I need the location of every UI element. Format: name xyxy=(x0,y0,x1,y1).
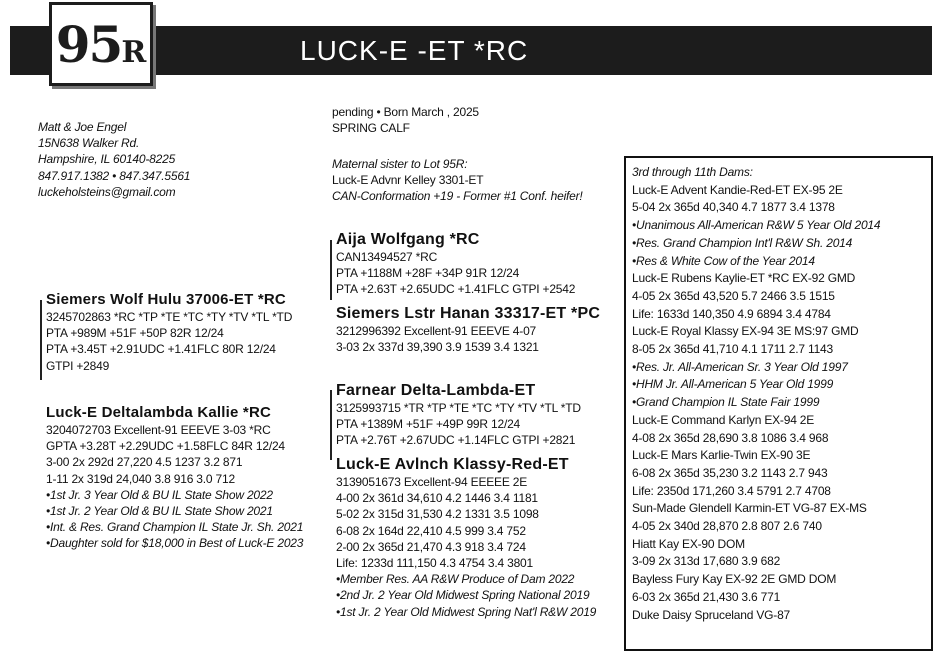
sire-line: PTA +989M +51F +50P 82R 12/24 xyxy=(46,326,224,341)
sire-bracket xyxy=(40,300,42,380)
sire-of-sire-name: Aija Wolfgang *RC xyxy=(336,231,480,248)
sire-of-dam-bracket xyxy=(330,390,332,460)
sire-of-sire-dam-name: Siemers Lstr Hanan 33317-ET *PC xyxy=(336,305,601,322)
dam-honor: •1st Jr. 2 Year Old & BU IL State Show 2021 xyxy=(46,504,273,519)
dam-honor: •1st Jr. 3 Year Old & BU IL State Show 2022 xyxy=(46,487,273,502)
sire-of-sire-bracket xyxy=(330,240,332,300)
dam-honor: •Daughter sold for $18,000 in Best of Luck-E 2023 xyxy=(46,536,304,551)
consignor-email: luckeholsteins@gmail.com xyxy=(38,184,176,199)
pedigree-line: Luck-E Command Karlyn EX-94 2E xyxy=(632,412,815,427)
granddam-honor: •1st Jr. 2 Year Old Midwest Spring Nat'l R&W 2019 xyxy=(336,604,597,619)
pedigree-box-content xyxy=(632,164,880,624)
pedigree-line: Life: 1633d 140,350 4.9 6894 3.4 4784 xyxy=(632,306,831,321)
pedigree-line: •Res. Grand Champion Int'l R&W Sh. 2014 xyxy=(632,235,853,250)
lot-number-digits: 95 xyxy=(55,15,122,74)
pedigree-line: •Unanimous All-American R&W 5 Year Old 2014 xyxy=(632,218,881,233)
pedigree-line: 3-09 2x 313d 17,680 3.9 682 xyxy=(632,554,781,569)
pedigree-line: 4-08 2x 365d 28,690 3.8 1086 3.4 968 xyxy=(632,430,829,445)
dam-line: 3204072703 Excellent-91 EEEVE 3-03 *RC xyxy=(46,423,271,437)
sire-of-sire-block xyxy=(336,231,575,298)
sire-of-sire-dam-line: 3212996392 Excellent-91 EEEVE 4-07 xyxy=(336,324,537,338)
sire-line: GTPI +2849 xyxy=(46,358,110,373)
sire-block xyxy=(46,291,292,374)
granddam-line: 3139051673 Excellent-94 EEEEE 2E xyxy=(336,475,528,489)
granddam-line: 5-02 2x 315d 31,530 4.2 1331 3.5 1098 xyxy=(336,507,539,522)
pedigree-line: 5-04 2x 365d 40,340 4.7 1877 3.4 1378 xyxy=(632,200,835,215)
maternal-sister-name: Luck-E Advnr Kelley 3301-ET xyxy=(332,173,484,188)
sire-line: PTA +3.45T +2.91UDC +1.41FLC 80R 12/24 xyxy=(46,342,276,357)
pedigree-line: 4-05 2x 340d 28,870 2.8 807 2.6 740 xyxy=(632,519,822,534)
pedigree-line: 4-05 2x 365d 43,520 5.7 2466 3.5 1515 xyxy=(632,288,835,303)
sire-of-dam-line: PTA +1389M +51F +49P 99R 12/24 xyxy=(336,417,521,432)
sire-of-sire-line: PTA +2.63T +2.65UDC +1.41FLC GTPI +2542 xyxy=(336,282,576,297)
pedigree-line: Luck-E Rubens Kaylie-ET *RC EX-92 GMD xyxy=(632,271,856,286)
pedigree-line: •Res & White Cow of the Year 2014 xyxy=(632,253,815,268)
sire-of-dam-line: PTA +2.76T +2.67UDC +1.14FLC GTPI +2821 xyxy=(336,433,576,448)
pedigree-line: Bayless Fury Kay EX-92 2E GMD DOM xyxy=(632,572,837,587)
dam-honor: •Int. & Res. Grand Champion IL State Jr. Sh. 2021 xyxy=(46,520,304,535)
granddam-line: 2-00 2x 365d 21,470 4.3 918 3.4 724 xyxy=(336,539,526,554)
pedigree-line: 8-05 2x 365d 41,710 4.1 1711 2.7 1143 xyxy=(632,342,834,357)
pedigree-line: Duke Daisy Spruceland VG-87 xyxy=(632,607,791,622)
sire-of-sire-dam-block xyxy=(336,305,600,355)
pedigree-line: Luck-E Royal Klassy EX-94 3E MS:97 GMD xyxy=(632,324,859,339)
lot-number-box xyxy=(49,2,153,86)
sire-of-dam-line: 3125993715 *TR *TP *TE *TC *TY *TV *TL *TD xyxy=(336,401,581,415)
pedigree-line: 6-08 2x 365d 35,230 3.2 1143 2.7 943 xyxy=(632,465,828,480)
maternal-sister-intro: Maternal sister to Lot 95R: xyxy=(332,157,468,171)
dam-line: 1-11 2x 319d 24,040 3.8 916 3.0 712 xyxy=(46,471,235,486)
pedigree-line: 6-03 2x 365d 21,430 3.6 771 xyxy=(632,589,781,604)
pedigree-line: •Grand Champion IL State Fair 1999 xyxy=(632,395,820,410)
lot-number-suffix: R xyxy=(121,35,147,70)
sire-of-dam-name: Farnear Delta-Lambda-ET xyxy=(336,382,536,399)
pedigree-line: Luck-E Advent Kandie-Red-ET EX-95 2E xyxy=(632,182,843,197)
pedigree-line: Luck-E Mars Karlie-Twin EX-90 3E xyxy=(632,448,811,463)
maternal-sister-block xyxy=(332,156,583,205)
pedigree-line: Hiatt Kay EX-90 DOM xyxy=(632,536,745,551)
pedigree-box-title: 3rd through 11th Dams: xyxy=(632,165,753,179)
birth-class: SPRING CALF xyxy=(332,121,410,136)
granddam-block xyxy=(336,456,596,620)
animal-name: LUCK-E -ET *RC xyxy=(300,35,529,66)
birth-block xyxy=(332,104,479,136)
birth-date: pending • Born March , 2025 xyxy=(332,105,479,119)
sire-of-sire-dam-line: 3-03 2x 337d 39,390 3.9 1539 3.4 1321 xyxy=(336,340,539,355)
maternal-sister-note: CAN-Conformation +19 - Former #1 Conf. heifer! xyxy=(332,189,583,204)
granddam-honor: •2nd Jr. 2 Year Old Midwest Spring National 2019 xyxy=(336,588,590,603)
sire-line: 3245702863 *RC *TP *TE *TC *TY *TV *TL *TD xyxy=(46,310,293,324)
pedigree-line: •Res. Jr. All-American Sr. 3 Year Old 1997 xyxy=(632,359,848,374)
sire-of-sire-line: CAN13494527 *RC xyxy=(336,250,438,264)
pedigree-lines xyxy=(632,182,880,625)
consignor-phones: 847.917.1382 • 847.347.5561 xyxy=(38,168,191,183)
consignor-name: Matt & Joe Engel xyxy=(38,120,127,134)
granddam-line: 4-00 2x 361d 34,610 4.2 1446 3.4 1181 xyxy=(336,491,538,506)
granddam-line: Life: 1233d 111,150 4.3 4754 3.4 3801 xyxy=(336,556,534,571)
pedigree-line: •HHM Jr. All-American 5 Year Old 1999 xyxy=(632,377,834,392)
pedigree-line: Life: 2350d 171,260 3.4 5791 2.7 4708 xyxy=(632,483,831,498)
consignor-block xyxy=(38,119,190,200)
granddam-honor: •Member Res. AA R&W Produce of Dam 2022 xyxy=(336,572,575,587)
sire-of-dam-block xyxy=(336,382,581,449)
dam-block xyxy=(46,404,303,552)
lot-number xyxy=(52,15,150,83)
dam-line: 3-00 2x 292d 27,220 4.5 1237 3.2 871 xyxy=(46,455,243,470)
granddam-name: Luck-E Avlnch Klassy-Red-ET xyxy=(336,456,569,473)
pedigree-line: Sun-Made Glendell Karmin-ET VG-87 EX-MS xyxy=(632,501,867,516)
sire-name: Siemers Wolf Hulu 37006-ET *RC xyxy=(46,291,286,308)
consignor-street: 15N638 Walker Rd. xyxy=(38,136,140,151)
sire-of-sire-line: PTA +1188M +28F +34P 91R 12/24 xyxy=(336,266,520,281)
dam-line: GPTA +3.28T +2.29UDC +1.58FLC 84R 12/24 xyxy=(46,439,285,454)
consignor-city: Hampshire, IL 60140-8225 xyxy=(38,152,176,167)
dam-name: Luck-E Deltalambda Kallie *RC xyxy=(46,404,272,421)
granddam-line: 6-08 2x 164d 22,410 4.5 999 3.4 752 xyxy=(336,523,526,538)
